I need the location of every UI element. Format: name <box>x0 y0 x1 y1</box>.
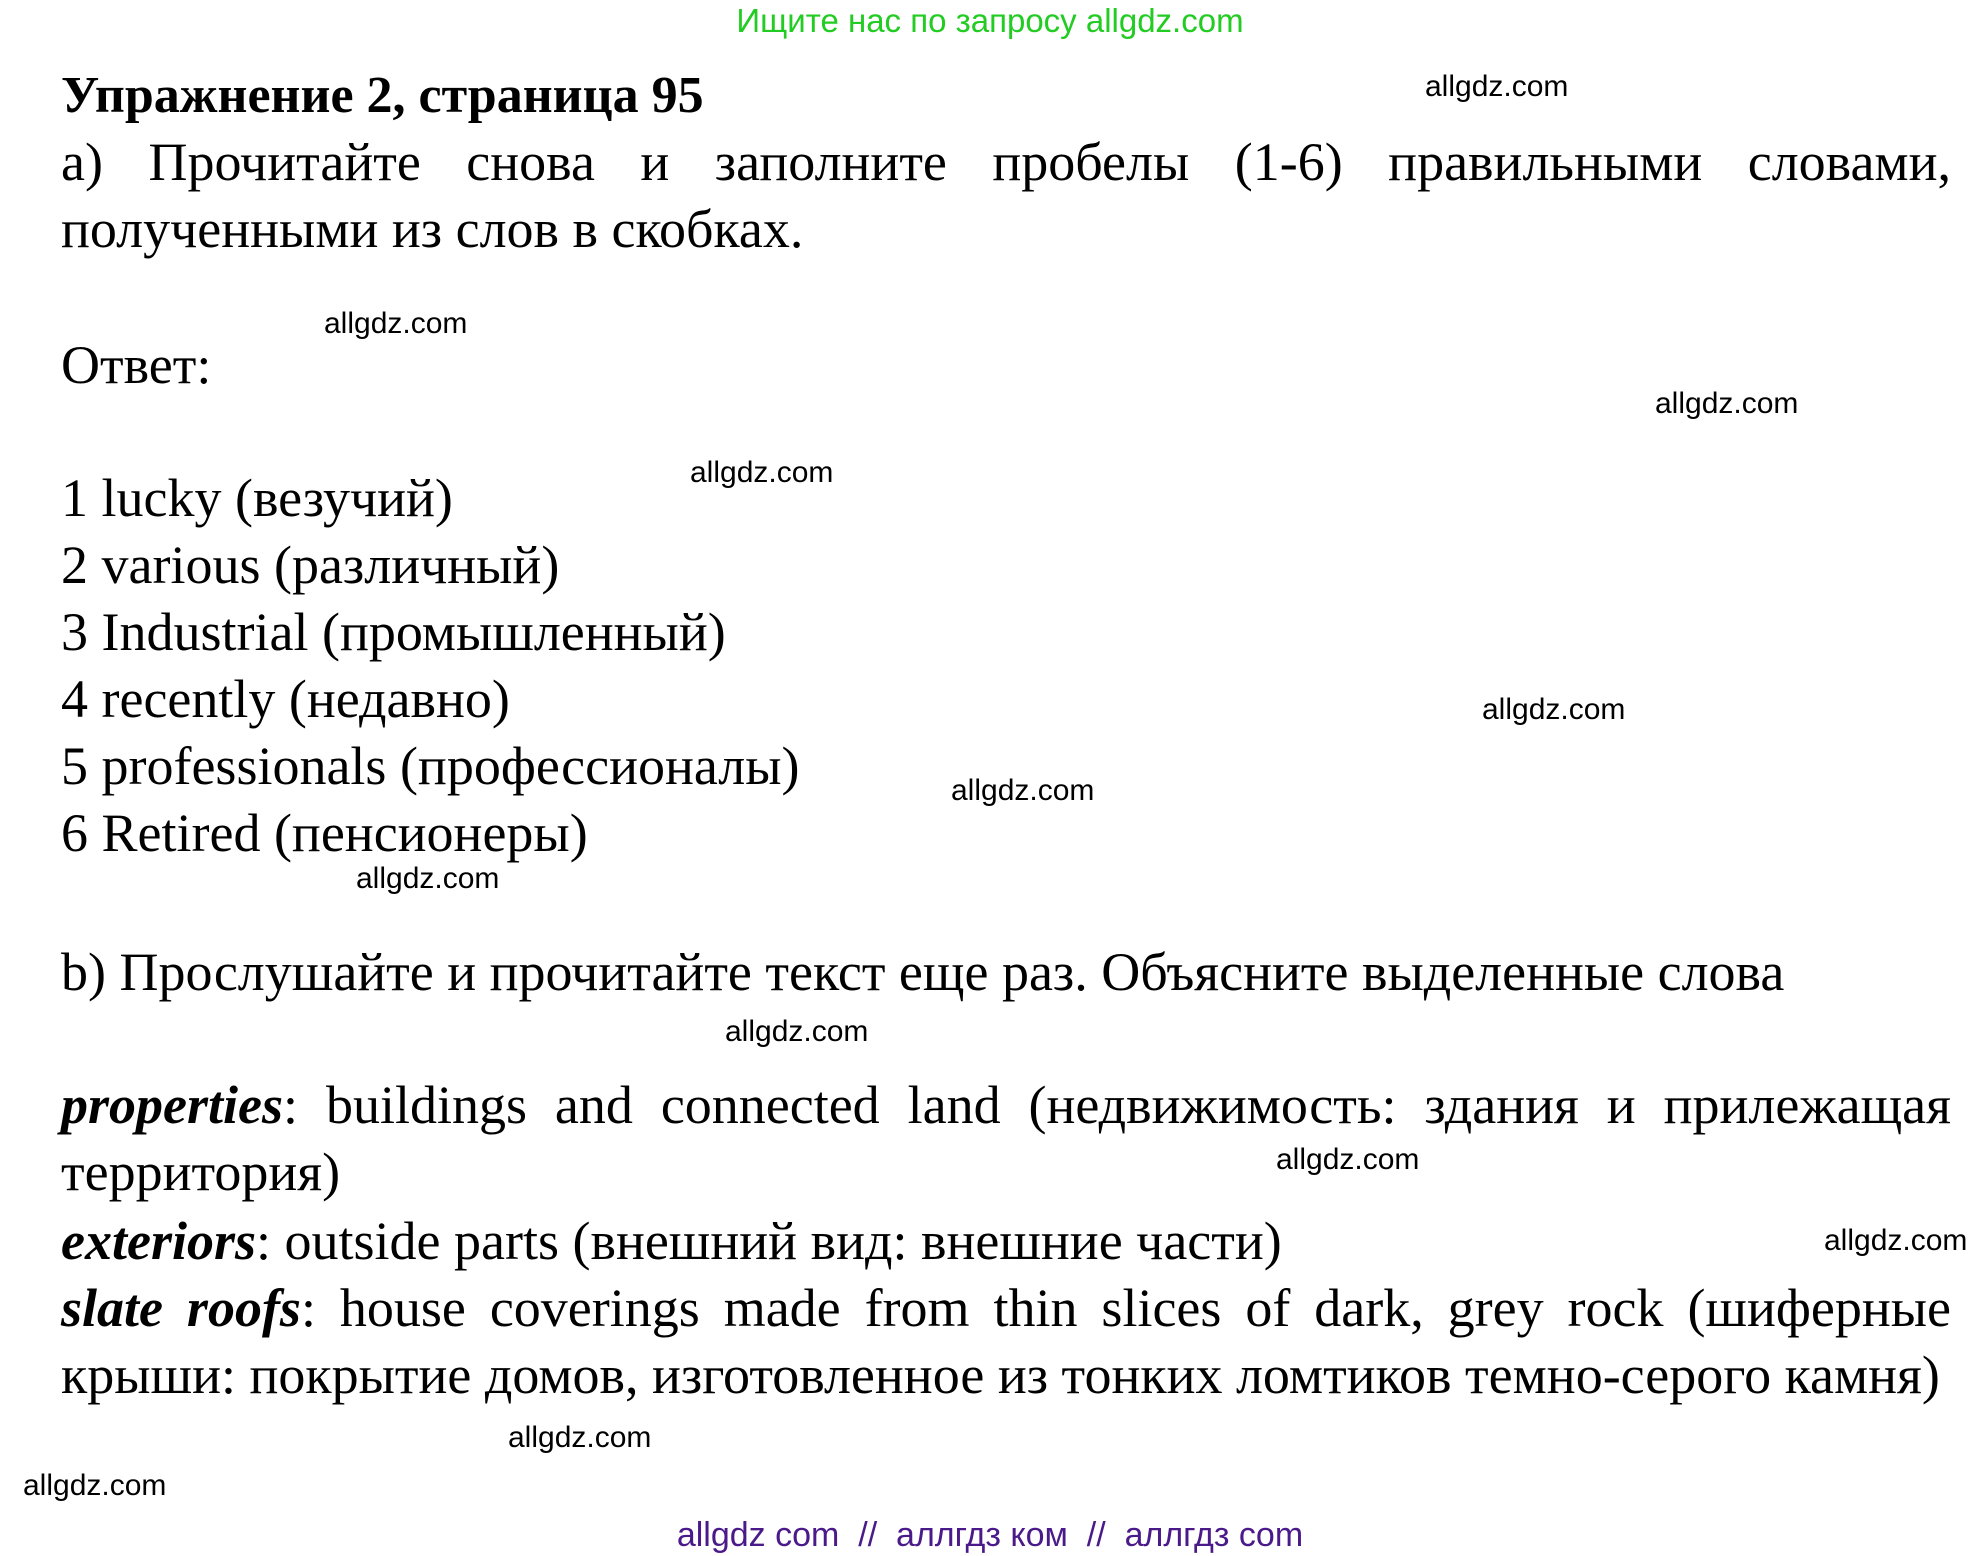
definition-text: : buildings and connected land (недвижимость: здания и прилежащая территория) <box>61 1075 1951 1202</box>
watermark: allgdz.com <box>356 862 500 895</box>
watermark: allgdz.com <box>1276 1143 1420 1176</box>
definition-term: properties <box>61 1075 283 1135</box>
watermark: allgdz.com <box>508 1421 652 1454</box>
watermark: allgdz.com <box>1824 1224 1968 1257</box>
answer-label: Ответ: <box>61 335 212 395</box>
watermark: allgdz.com <box>1655 387 1799 420</box>
watermark: allgdz.com <box>725 1015 869 1048</box>
search-banner: Ищите нас по запросу allgdz.com <box>736 2 1244 39</box>
definition <box>61 1072 1951 1206</box>
watermark: allgdz.com <box>1482 693 1626 726</box>
definition-term: slate roofs <box>61 1278 301 1338</box>
task-a: a) Прочитайте снова и заполните пробелы (1-6) правильными словами, полученными из слов в скобках. <box>61 132 1951 259</box>
answer-item: 2 various (различный) <box>61 535 560 595</box>
answer-item: 6 Retired (пенсионеры) <box>61 803 588 863</box>
watermark: allgdz.com <box>951 774 1095 807</box>
definition-text: : outside parts (внешний вид: внешние части) <box>256 1211 1282 1271</box>
watermark: allgdz.com <box>690 456 834 489</box>
page-title: Упражнение 2, страница 95 <box>61 67 704 124</box>
footer-links: allgdz com // аллгдз ком // аллгдз com <box>676 1516 1304 1554</box>
definition-term: exteriors <box>61 1211 256 1271</box>
definition <box>61 1208 1951 1275</box>
definition-text: : house coverings made from thin slices of dark, grey rock (шиферные крыши: покрытие домов, изготовленное из тонких ломтиков темно-серого камня) <box>61 1278 1952 1405</box>
watermark: allgdz.com <box>324 307 468 340</box>
answer-item: 4 recently (недавно) <box>61 669 510 729</box>
watermark: allgdz.com <box>23 1469 167 1502</box>
watermark: allgdz.com <box>1425 70 1569 103</box>
answer-item: 1 lucky (везучий) <box>61 468 453 528</box>
answer-item: 5 professionals (профессионалы) <box>61 736 800 796</box>
definition <box>61 1275 1951 1409</box>
task-b: b) Прослушайте и прочитайте текст еще раз. Объясните выделенные слова <box>61 942 1785 1002</box>
answer-item: 3 Industrial (промышленный) <box>61 602 726 662</box>
